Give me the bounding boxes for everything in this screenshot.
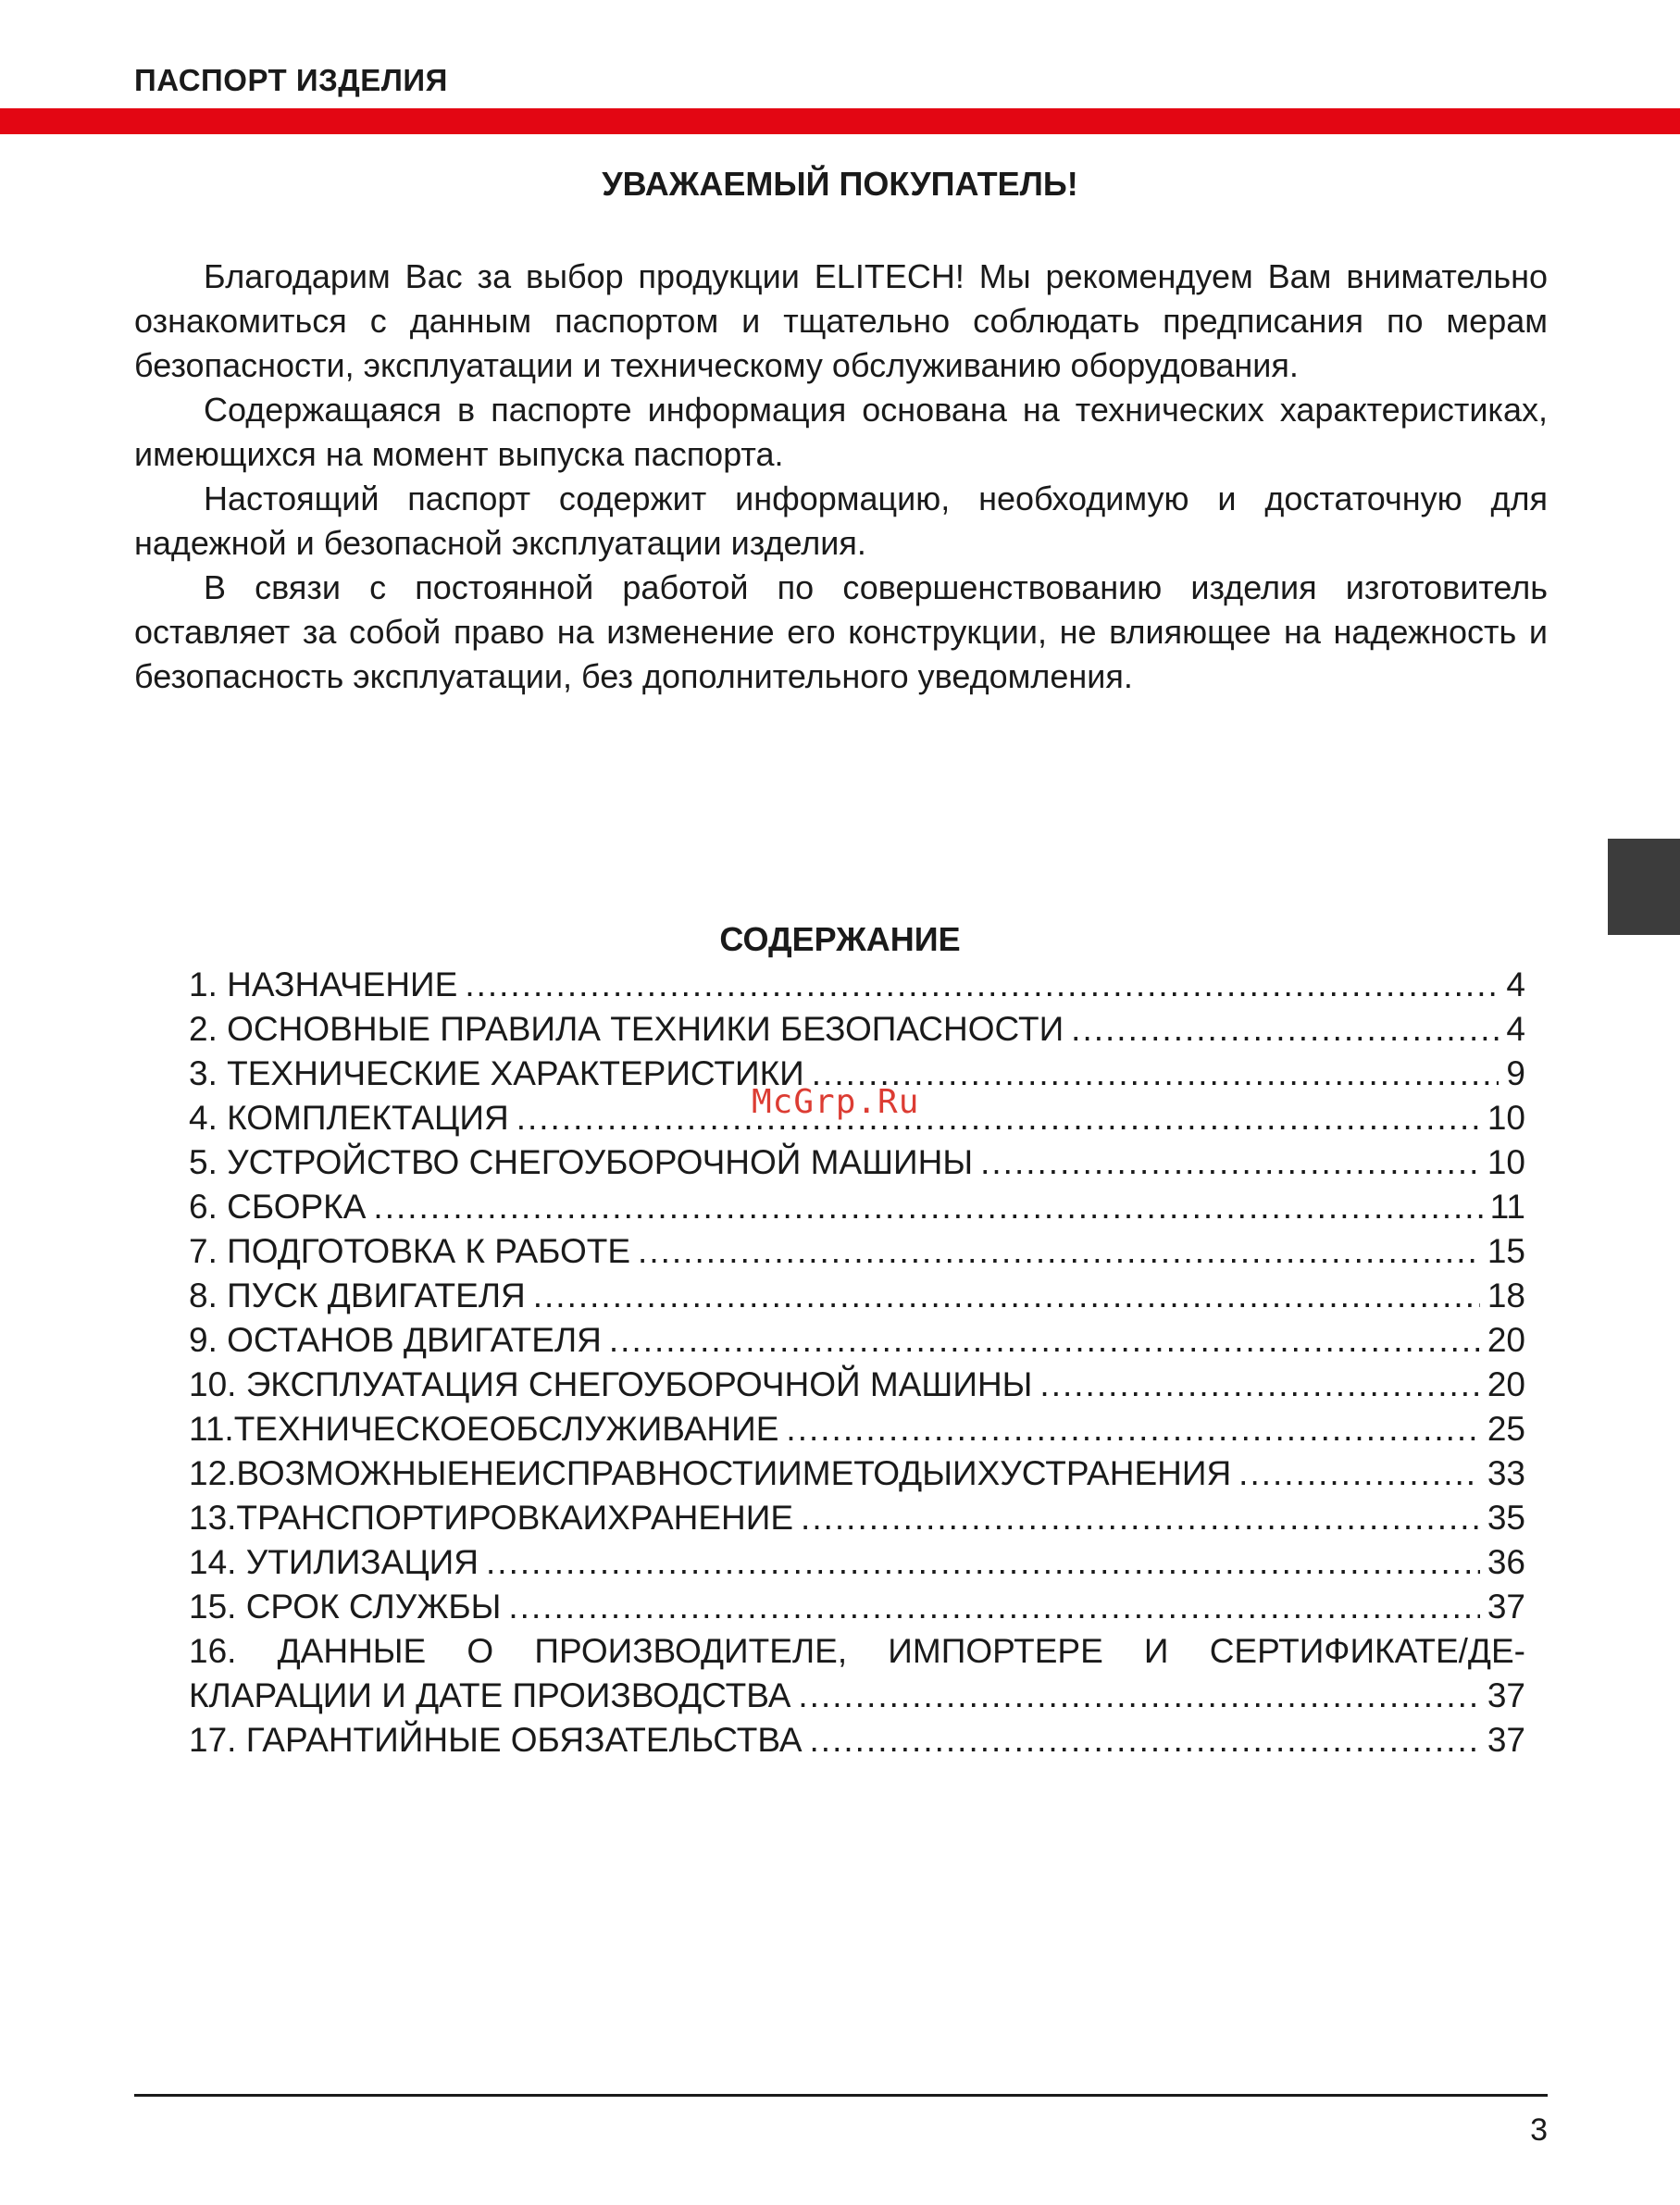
toc-leader-dots xyxy=(798,1674,1479,1718)
toc-item-label: 14. УТИЛИЗАЦИЯ xyxy=(189,1543,479,1581)
toc-item-page: 15 xyxy=(1487,1232,1525,1270)
toc-leader-dots xyxy=(1039,1363,1479,1407)
toc-leader-dots xyxy=(508,1585,1479,1629)
toc-item-label: 6. СБОРКА xyxy=(189,1188,367,1226)
toc-item-page: 33 xyxy=(1487,1454,1525,1492)
toc-item-label: 3. ТЕХНИЧЕСКИЕ ХАРАКТЕРИСТИКИ xyxy=(189,1054,804,1092)
toc-leader-dots xyxy=(373,1185,1482,1229)
toc-item-label: 15. СРОК СЛУЖБЫ xyxy=(189,1588,502,1626)
toc-item[interactable] xyxy=(189,1496,1525,1540)
toc-leader-dots xyxy=(1071,1007,1499,1052)
toc-item-label: 13.ТРАНСПОРТИРОВКАИХРАНЕНИЕ xyxy=(189,1499,794,1537)
toc-item-label-line1: 16. ДАННЫЕ О ПРОИЗВОДИТЕЛЕ, ИМПОРТЕРЕ И СЕРТИФИКАТЕ/ДЕ- xyxy=(189,1632,1525,1670)
toc-leader-dots xyxy=(980,1140,1480,1185)
toc-item-label: 12.ВОЗМОЖНЫЕНЕИСПРАВНОСТИИМЕТОДЫИХУСТРАНЕНИЯ xyxy=(189,1454,1232,1492)
toc-title: СОДЕРЖАНИЕ xyxy=(719,920,961,958)
toc-item-page: 25 xyxy=(1487,1410,1525,1448)
toc-item-page: 37 xyxy=(1487,1721,1525,1759)
footer-divider xyxy=(134,2094,1548,2097)
toc-item-label: 1. НАЗНАЧЕНИЕ xyxy=(189,965,458,1003)
toc-item-page: 20 xyxy=(1487,1365,1525,1403)
greeting-heading: УВАЖАЕМЫЙ ПОКУПАТЕЛЬ! xyxy=(602,165,1078,203)
toc-item-label: 10. ЭКСПЛУАТАЦИЯ СНЕГОУБОРОЧНОЙ МАШИНЫ xyxy=(189,1365,1033,1403)
toc-item[interactable] xyxy=(189,1451,1525,1496)
toc-item[interactable] xyxy=(189,1140,1525,1185)
toc-item-label: 11.ТЕХНИЧЕСКОЕОБСЛУЖИВАНИЕ xyxy=(189,1410,779,1448)
toc-item-label: 17. ГАРАНТИЙНЫЕ ОБЯЗАТЕЛЬСТВА xyxy=(189,1721,803,1759)
watermark-text: McGrp.Ru xyxy=(752,1083,920,1121)
toc-item[interactable] xyxy=(189,963,1525,1007)
toc-leader-dots xyxy=(465,963,1499,1007)
toc-item-multiline[interactable] xyxy=(189,1629,1525,1718)
toc-item-page: 20 xyxy=(1487,1321,1525,1359)
toc-item[interactable] xyxy=(189,1718,1525,1763)
toc-item-page: 11 xyxy=(1489,1188,1525,1226)
toc-item-page: 10 xyxy=(1487,1099,1525,1137)
toc-item[interactable] xyxy=(189,1007,1525,1052)
toc-leader-dots xyxy=(516,1096,1480,1140)
toc-item[interactable] xyxy=(189,1274,1525,1318)
toc-leader-dots xyxy=(810,1718,1480,1763)
toc-leader-dots xyxy=(609,1318,1480,1363)
toc-item-label: 8. ПУСК ДВИГАТЕЛЯ xyxy=(189,1277,526,1314)
page-number: 3 xyxy=(1530,2112,1548,2148)
toc-item[interactable] xyxy=(189,1540,1525,1585)
toc-item[interactable] xyxy=(189,1318,1525,1363)
toc-item[interactable] xyxy=(189,1585,1525,1629)
intro-text xyxy=(134,255,1548,699)
toc-item-label: 9. ОСТАНОВ ДВИГАТЕЛЯ xyxy=(189,1321,602,1359)
toc-item-page: 4 xyxy=(1506,1010,1525,1048)
toc-item-page: 9 xyxy=(1506,1054,1525,1092)
toc-item[interactable] xyxy=(189,1229,1525,1274)
intro-paragraph: Настоящий паспорт содержит информацию, необходимую и достаточную для надежной и безопасной эксплуатации изделия. xyxy=(134,480,1548,562)
toc-item-label: 5. УСТРОЙСТВО СНЕГОУБОРОЧНОЙ МАШИНЫ xyxy=(189,1143,974,1181)
toc-item-label: 4. КОМПЛЕКТАЦИЯ xyxy=(189,1099,509,1137)
toc-item-page: 18 xyxy=(1487,1277,1525,1314)
toc-item-page: 37 xyxy=(1487,1588,1525,1626)
toc-leader-dots xyxy=(786,1407,1479,1451)
toc-item-page: 36 xyxy=(1487,1543,1525,1581)
toc-leader-dots xyxy=(801,1496,1480,1540)
header-accent-bar xyxy=(0,108,1680,134)
intro-paragraph: Благодарим Вас за выбор продукции ELITECH! Мы рекомендуем Вам внимательно ознакомиться с данным паспортом и тщательно соблюдать предписания по мерам безопасности, эксплуатации и техническому обслуживанию оборудования. xyxy=(134,257,1548,384)
toc-item-page: 37 xyxy=(1487,1676,1525,1714)
toc-item-page: 10 xyxy=(1487,1143,1525,1181)
toc-leader-dots xyxy=(486,1540,1480,1585)
toc-item-page: 4 xyxy=(1506,965,1525,1003)
toc-item[interactable] xyxy=(189,1407,1525,1451)
intro-paragraph: В связи с постоянной работой по совершенствованию изделия изготовитель оставляет за собой право на изменение его конструкции, не влияющее на надежность и безопасность эксплуатации, без дополнительного уведомления. xyxy=(134,568,1548,695)
toc-leader-dots xyxy=(638,1229,1480,1274)
intro-paragraph: Содержащаяся в паспорте информация основана на технических характеристиках, имеющихся на момент выпуска паспорта. xyxy=(134,391,1548,473)
toc-item[interactable] xyxy=(189,1185,1525,1229)
toc-item-label: 2. ОСНОВНЫЕ ПРАВИЛА ТЕХНИКИ БЕЗОПАСНОСТИ xyxy=(189,1010,1064,1048)
toc-item-page: 35 xyxy=(1487,1499,1525,1537)
toc-item-label: 7. ПОДГОТОВКА К РАБОТЕ xyxy=(189,1232,631,1270)
toc-item-label-line2: КЛАРАЦИИ И ДАТЕ ПРОИЗВОДСТВА xyxy=(189,1676,791,1714)
toc-leader-dots xyxy=(533,1274,1480,1318)
toc-item[interactable] xyxy=(189,1363,1525,1407)
toc-leader-dots xyxy=(1238,1451,1480,1496)
document-header-title: ПАСПОРТ ИЗДЕЛИЯ xyxy=(134,63,448,97)
